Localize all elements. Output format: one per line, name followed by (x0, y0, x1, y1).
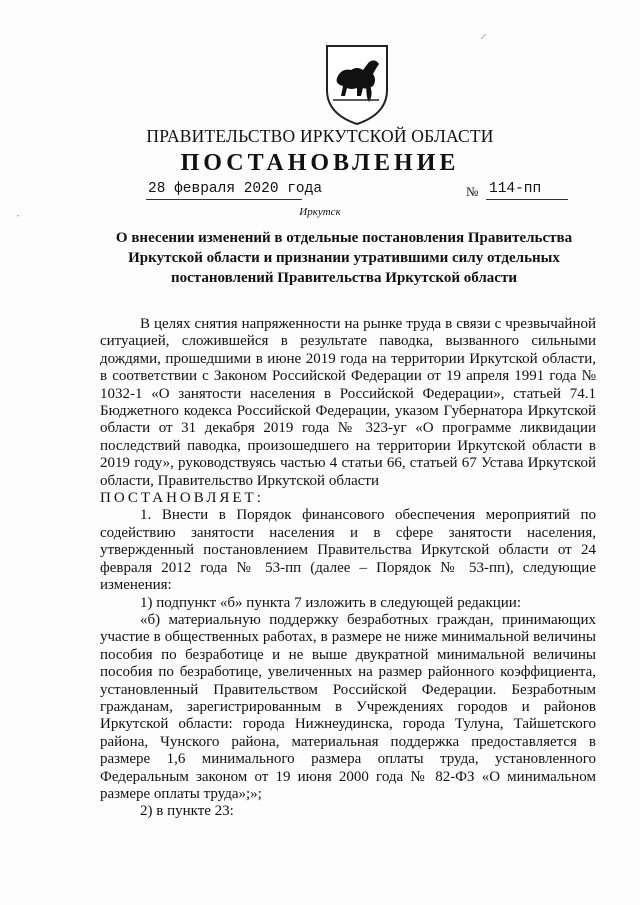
document-type: ПОСТАНОВЛЕНИЕ (180, 150, 460, 176)
scan-mark: ⸝ (480, 26, 487, 41)
subitem-1-paragraph: 1) подпункт «б» пункта 7 изложить в следующей редакции: (140, 594, 521, 611)
preamble-paragraph: В целях снятия напряженности на рынке труда в связи с чрезвычайной ситуацией, сложившейся в результате паводка, вызванного сильными дождями, прошедшими в июне 2019 года на территории Иркутской области, в соответствии с Законом Российской Федерации от 19 апреля 1991 года № 1032-1 «О занятости населения в Российской Федерации», статьей 74.1 Бюджетного кодекса Российской Федерации, указом Губернатора Иркутской области от 31 декабря 2019 года № 323-уг «О программе ликвидации последствий паводка, произошедшего на территории Иркутской области в 2019 году», руководствуясь частью 4 статьи 66, статьей 67 Устава Иркутской области, Правительство Иркутской области (100, 316, 596, 489)
scan-mark: · (16, 208, 21, 223)
coat-of-arms-emblem (323, 40, 391, 126)
number-sign: № (466, 184, 479, 199)
document-number: 114-пп (489, 181, 542, 197)
date-underline (146, 199, 302, 200)
city-name: Иркутск (299, 206, 341, 218)
subitem-2-paragraph: 2) в пункте 23: (140, 803, 234, 820)
number-underline (486, 199, 568, 200)
resolves-heading: ПОСТАНОВЛЯЕТ: (100, 490, 264, 507)
organization-name: ПРАВИТЕЛЬСТВО ИРКУТСКОЙ ОБЛАСТИ (146, 126, 494, 146)
quoted-text-paragraph: «б) материальную поддержку безработных граждан, принимающих участие в общественных работах, в размере не ниже минимальной величины пособия по безработице и не выше двукратной минимальной величины пособия по безработице, увеличенных на размер районного коэффициента, установленный Правительством Российской Федерации. Безработным гражданам, зарегистрированным в Учреждениях городов и районов Иркутской области: города Нижнеудинска, города Тулуна, Тайшетского района, Чунского района, материальная поддержка предоставляется в размере 1,6 минимального размера оплаты труда, установленного Федеральным законом от 19 июня 2000 года № 82-ФЗ «О минимальном размере оплаты труда»;»; (100, 611, 596, 802)
item-1-paragraph: 1. Внести в Порядок финансового обеспечения мероприятий по содействию занятости населения и в сфере занятости населения, утвержденный постановлением Правительства Иркутской области от 24 февраля 2012 года № 53-пп (далее – Порядок № 53-пп), следующие изменения: (100, 507, 596, 594)
document-body (100, 316, 596, 821)
document-title: О внесении изменений в отдельные постановления Правительства Иркутской области и признании утратившими силу отдельных постановлений Правительства Иркутской области (115, 230, 573, 286)
document-date: 28 февраля 2020 года (148, 181, 323, 197)
